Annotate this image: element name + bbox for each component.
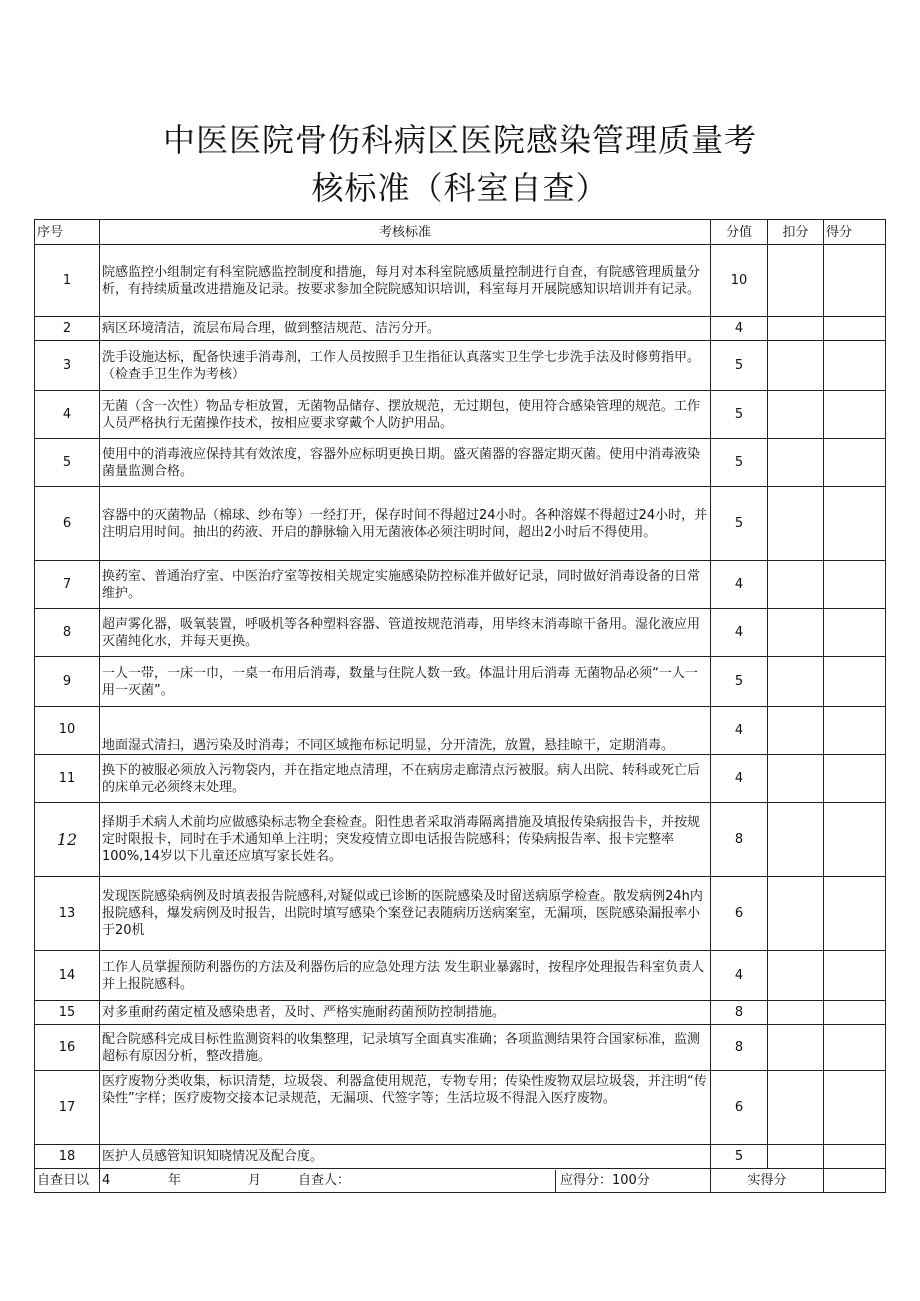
row-deduct-cell[interactable] xyxy=(768,1071,824,1145)
row-no: 16 xyxy=(35,1025,100,1071)
row-score: 5 xyxy=(711,487,768,561)
row-got-cell[interactable] xyxy=(824,609,886,657)
row-got-cell[interactable] xyxy=(824,1025,886,1071)
table-row xyxy=(35,877,886,951)
row-standard: 配合院感科完成目标性监测资料的收集整理，记录填写全面真实准确；各项监测结果符合国家标准，监测超标有原因分析，整改措施。 xyxy=(100,1025,711,1071)
table-row xyxy=(35,439,886,487)
table-row xyxy=(35,1071,886,1145)
row-deduct-cell[interactable] xyxy=(768,391,824,439)
row-deduct-cell[interactable] xyxy=(768,1145,824,1169)
footer-year-label: 年 xyxy=(168,1173,182,1188)
row-got-cell[interactable] xyxy=(824,1001,886,1025)
row-no: 8 xyxy=(35,609,100,657)
row-no: 4 xyxy=(35,391,100,439)
row-deduct-cell[interactable] xyxy=(768,951,824,1001)
row-no: 13 xyxy=(35,877,100,951)
footer-expected-score: 应得分：100分 xyxy=(555,1170,708,1192)
row-score: 8 xyxy=(711,1025,768,1071)
row-deduct-cell[interactable] xyxy=(768,341,824,391)
row-score: 4 xyxy=(711,317,768,341)
row-got-cell[interactable] xyxy=(824,317,886,341)
footer-main-cell xyxy=(100,1169,711,1193)
row-deduct-cell[interactable] xyxy=(768,317,824,341)
table-row xyxy=(35,317,886,341)
footer-date-label: 自查日以 xyxy=(35,1169,100,1193)
row-standard: 医疗废物分类收集，标识清楚，垃圾袋、利器盒使用规范，专物专用；传染性废物双层垃圾袋，并注明“传染性”字样；医疗废物交接本记录规范，无漏项、代签字等；生活垃圾不得混入医疗废物。 xyxy=(100,1071,711,1145)
row-no: 14 xyxy=(35,951,100,1001)
row-no: 3 xyxy=(35,341,100,391)
row-got-cell[interactable] xyxy=(824,707,886,755)
row-no: 11 xyxy=(35,755,100,803)
table-row xyxy=(35,1145,886,1169)
row-score: 8 xyxy=(711,1001,768,1025)
row-got-cell[interactable] xyxy=(824,439,886,487)
row-standard: 换下的被服必须放入污物袋内，并在指定地点清理，不在病房走廊清点污被服。病人出院、转科或死亡后的床单元必须终末处理。 xyxy=(100,755,711,803)
row-deduct-cell[interactable] xyxy=(768,877,824,951)
row-score: 6 xyxy=(711,877,768,951)
row-standard: 一人一带，一床一巾，一桌一布用后消毒，数量与住院人数一致。体温计用后消毒 无菌物品必须“一人一用一灭菌”。 xyxy=(100,657,711,707)
row-score: 5 xyxy=(711,391,768,439)
row-score: 4 xyxy=(711,609,768,657)
row-deduct-cell[interactable] xyxy=(768,487,824,561)
row-deduct-cell[interactable] xyxy=(768,1001,824,1025)
row-standard: 择期手术病人术前均应做感染标志物全套检查。阳性患者采取消毒隔离措施及填报传染病报告卡，并按规定时限报卡，同时在手术通知单上注明；突发疫情立即电话报告院感科；传染病报告率、报卡完整率100%,14岁以下儿童还应填写家长姓名。 xyxy=(100,803,711,877)
row-score: 5 xyxy=(711,1145,768,1169)
row-no: 5 xyxy=(35,439,100,487)
row-deduct-cell[interactable] xyxy=(768,1025,824,1071)
row-got-cell[interactable] xyxy=(824,561,886,609)
row-score: 4 xyxy=(711,561,768,609)
row-got-cell[interactable] xyxy=(824,1071,886,1145)
row-deduct-cell[interactable] xyxy=(768,561,824,609)
row-score: 6 xyxy=(711,1071,768,1145)
row-deduct-cell[interactable] xyxy=(768,755,824,803)
table-row xyxy=(35,487,886,561)
table-row xyxy=(35,1025,886,1071)
row-standard: 换药室、普通治疗室、中医治疗室等按相关规定实施感染防控标准并做好记录，同时做好消毒设备的日常维护。 xyxy=(100,561,711,609)
table-row xyxy=(35,561,886,609)
row-score: 4 xyxy=(711,707,768,755)
row-deduct-cell[interactable] xyxy=(768,803,824,877)
table-row xyxy=(35,951,886,1001)
footer-row xyxy=(35,1169,886,1193)
row-got-cell[interactable] xyxy=(824,877,886,951)
header-no: 序号 xyxy=(35,220,100,245)
row-deduct-cell[interactable] xyxy=(768,657,824,707)
header-deduct: 扣分 xyxy=(768,220,824,245)
header-score: 分值 xyxy=(711,220,768,245)
row-got-cell[interactable] xyxy=(824,391,886,439)
row-got-cell[interactable] xyxy=(824,803,886,877)
row-got-cell[interactable] xyxy=(824,245,886,317)
footer-actual-label: 实得分 xyxy=(711,1169,824,1193)
assessment-table xyxy=(34,219,886,1193)
footer-actual-value[interactable] xyxy=(824,1169,886,1193)
header-got: 得分 xyxy=(824,220,886,245)
row-got-cell[interactable] xyxy=(824,487,886,561)
table-row xyxy=(35,341,886,391)
row-standard: 无菌（含一次性）物品专柜放置，无菌物品储存、摆放规范，无过期包，使用符合感染管理的规范。工作人员严格执行无菌操作技术，按相应要求穿戴个人防护用品。 xyxy=(100,391,711,439)
row-no: 7 xyxy=(35,561,100,609)
row-no: 12 xyxy=(35,803,100,877)
table-header-row xyxy=(35,220,886,245)
row-deduct-cell[interactable] xyxy=(768,707,824,755)
row-standard: 容器中的灭菌物品（棉球、纱布等）一经打开，保存时间不得超过24小时。各种溶媒不得超过24小时，并注明启用时间。抽出的药液、开启的静脉输入用无菌液体必须注明时间，超出2小时后不得使用。 xyxy=(100,487,711,561)
table-row xyxy=(35,391,886,439)
row-no: 2 xyxy=(35,317,100,341)
row-standard: 院感监控小组制定有科室院感监控制度和措施，每月对本科室院感质量控制进行自查，有院感管理质量分析，有持续质量改进措施及记录。按要求参加全院院感知识培训，科室每月开展院感知识培训并有记录。 xyxy=(100,245,711,317)
table-row xyxy=(35,707,886,755)
row-got-cell[interactable] xyxy=(824,951,886,1001)
header-standard: 考核标准 xyxy=(100,220,711,245)
footer-checker-label: 自查人： xyxy=(298,1173,351,1188)
row-deduct-cell[interactable] xyxy=(768,439,824,487)
row-no: 18 xyxy=(35,1145,100,1169)
row-deduct-cell[interactable] xyxy=(768,245,824,317)
row-deduct-cell[interactable] xyxy=(768,609,824,657)
row-no: 1 xyxy=(35,245,100,317)
row-standard: 对多重耐药菌定植及感染患者，及时、严格实施耐药菌预防控制措施。 xyxy=(100,1001,711,1025)
row-standard: 医护人员感管知识知晓情况及配合度。 xyxy=(100,1145,711,1169)
footer-month-label: 月 xyxy=(248,1173,262,1188)
row-standard: 病区环境清洁，流层布局合理，做到整洁规范、洁污分开。 xyxy=(100,317,711,341)
footer-date-value[interactable]: 4 xyxy=(102,1173,111,1188)
table-row xyxy=(35,657,886,707)
row-no: 10 xyxy=(35,707,100,755)
row-got-cell[interactable] xyxy=(824,755,886,803)
row-score: 10 xyxy=(711,245,768,317)
row-score: 5 xyxy=(711,657,768,707)
row-standard: 洗手设施达标，配备快速手消毒剂，工作人员按照手卫生指征认真落实卫生学七步洗手法及时修剪指甲。（检查手卫生作为考核） xyxy=(100,341,711,391)
row-standard: 使用中的消毒液应保持其有效浓度，容器外应标明更换日期。盛灭菌器的容器定期灭菌。使用中消毒液染菌量监测合格。 xyxy=(100,439,711,487)
row-no: 15 xyxy=(35,1001,100,1025)
row-score: 5 xyxy=(711,341,768,391)
row-no: 6 xyxy=(35,487,100,561)
row-score: 5 xyxy=(711,439,768,487)
row-got-cell[interactable] xyxy=(824,657,886,707)
row-no: 9 xyxy=(35,657,100,707)
table-row xyxy=(35,609,886,657)
table-row xyxy=(35,803,886,877)
row-standard: 工作人员掌握预防利器伤的方法及利器伤后的应急处理方法 发生职业暴露时，按程序处理报告科室负责人并上报院感科。 xyxy=(100,951,711,1001)
row-got-cell[interactable] xyxy=(824,341,886,391)
document-title-line2: 核标准（科室自查） xyxy=(311,169,609,207)
row-standard: 超声雾化器，吸氧装置，呼吸机等各种塑料容器、管道按规范消毒，用毕终末消毒晾干备用。湿化液应用灭菌纯化水，并每天更换。 xyxy=(100,609,711,657)
row-got-cell[interactable] xyxy=(824,1145,886,1169)
table-row xyxy=(35,1001,886,1025)
row-score: 4 xyxy=(711,755,768,803)
document-title-line1: 中医医院骨伤科病区医院感染管理质量考 xyxy=(162,121,757,159)
row-no: 17 xyxy=(35,1071,100,1145)
row-score: 4 xyxy=(711,951,768,1001)
row-standard: 地面湿式清扫，遇污染及时消毒；不同区域拖布标记明显，分开清洗，放置，悬挂晾干，定期消毒。 xyxy=(100,707,711,755)
table-row xyxy=(35,755,886,803)
row-score: 8 xyxy=(711,803,768,877)
row-standard: 发现医院感染病例及时填表报告院感科,对疑似或已诊断的医院感染及时留送病原学检查。散发病例24h内报院感科，爆发病例及时报告，出院时填写感染个案登记表随病历送病案室，无漏项，医院感染漏报率小于20机 xyxy=(100,877,711,951)
table-row xyxy=(35,245,886,317)
